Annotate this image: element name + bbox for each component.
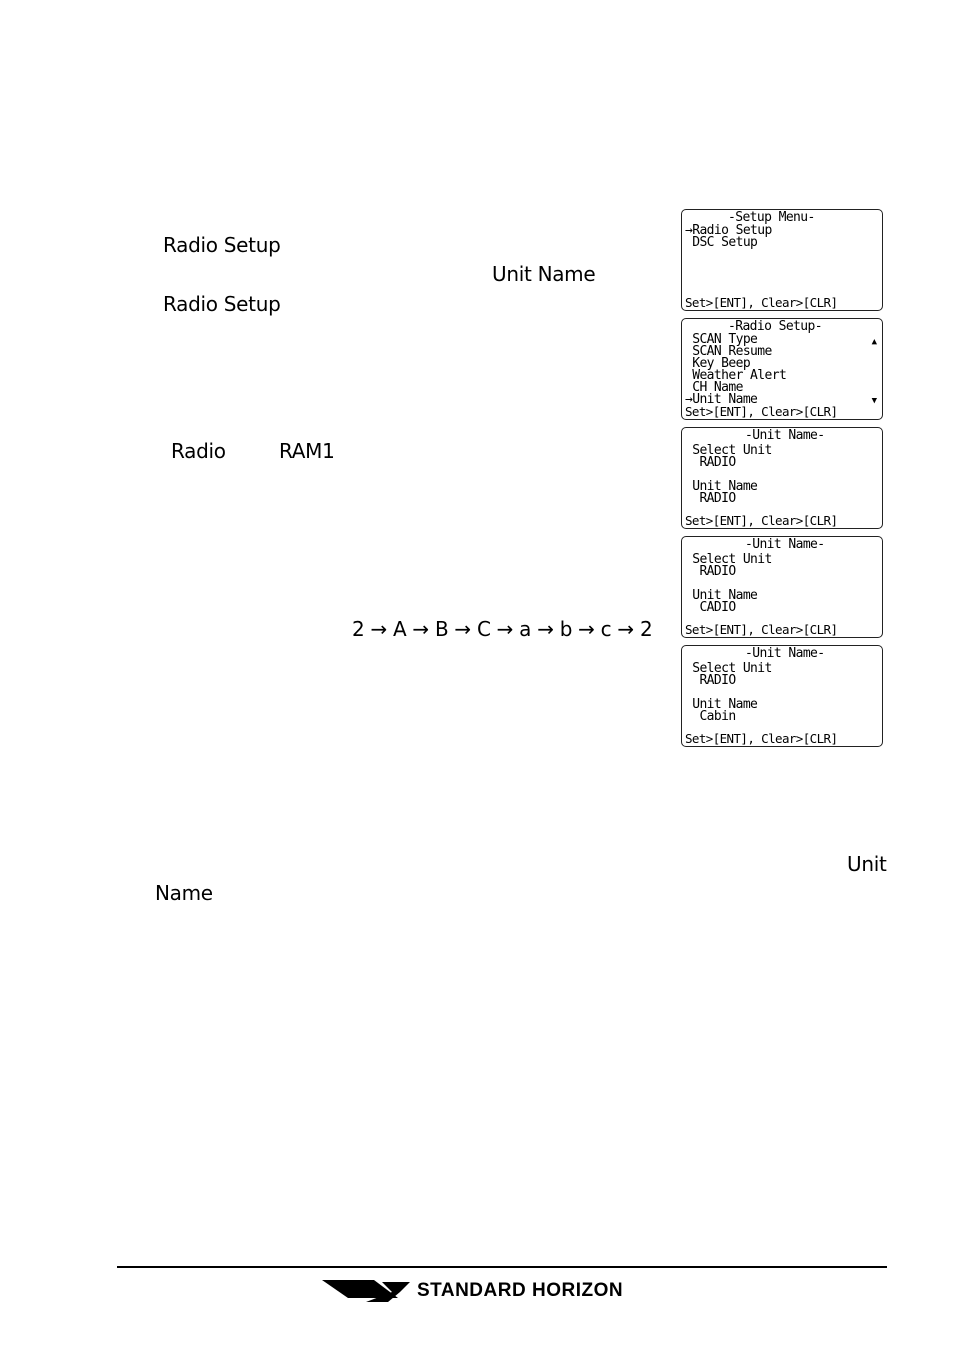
lcd-line: →Unit Name: [685, 392, 758, 407]
lcd-footer: Set>[ENT], Clear>[CLR]: [685, 731, 838, 747]
lcd-title: -Unit Name-: [745, 646, 825, 661]
lcd-line: Unit Name: [685, 479, 758, 494]
text-unit: Unit: [847, 852, 887, 876]
lcd-line: Unit Name: [685, 697, 758, 712]
lcd-unit-name-3: [681, 645, 883, 747]
lcd-line: Key Beep: [685, 356, 751, 371]
lcd-unit-name-1: [681, 427, 883, 529]
brand-logo: [322, 1278, 692, 1306]
lcd-line: Weather Alert: [685, 368, 787, 383]
text-radio-setup-2: Radio Setup: [163, 292, 281, 316]
scroll-up-icon: ▲: [871, 337, 877, 347]
lcd-line: DSC Setup: [685, 235, 758, 250]
lcd-line: SCAN Resume: [685, 344, 772, 359]
lcd-setup-menu: [681, 209, 883, 311]
lcd-line: Unit Name: [685, 588, 758, 603]
brand-mark-icon: [322, 1278, 412, 1304]
lcd-radio-setup: [681, 318, 883, 420]
lcd-title: -Unit Name-: [745, 537, 825, 552]
lcd-line: →Radio Setup: [685, 223, 772, 238]
lcd-line: SCAN Type: [685, 332, 758, 347]
lcd-line: Select Unit: [685, 443, 772, 458]
lcd-line: Select Unit: [685, 661, 772, 676]
lcd-line: Select Unit: [685, 552, 772, 567]
lcd-line: RADIO: [685, 491, 736, 506]
lcd-line: CH Name: [685, 380, 743, 395]
lcd-line: RADIO: [685, 564, 736, 579]
text-unit-name-1: Unit Name: [492, 262, 596, 286]
lcd-line: RADIO: [685, 455, 736, 470]
text-radio: Radio: [171, 439, 226, 463]
lcd-title: -Unit Name-: [745, 428, 825, 443]
lcd-footer: Set>[ENT], Clear>[CLR]: [685, 622, 838, 638]
footer-divider: [117, 1266, 887, 1268]
lcd-unit-name-2: [681, 536, 883, 638]
text-radio-setup-1: Radio Setup: [163, 233, 281, 257]
lcd-line: CADIO: [685, 600, 736, 615]
lcd-footer: Set>[ENT], Clear>[CLR]: [685, 404, 838, 420]
lcd-footer: Set>[ENT], Clear>[CLR]: [685, 295, 838, 311]
lcd-footer: Set>[ENT], Clear>[CLR]: [685, 513, 838, 529]
text-name: Name: [155, 881, 213, 905]
text-ram1: RAM1: [279, 439, 335, 463]
brand-name: STANDARD HORIZON: [417, 1280, 624, 1301]
lcd-line: Cabin: [685, 709, 736, 724]
lcd-line: RADIO: [685, 673, 736, 688]
lcd-title: -Radio Setup-: [728, 319, 822, 334]
lcd-title: -Setup Menu-: [728, 210, 815, 225]
text-char-sequence: 2 → A → B → C → a → b → c → 2: [352, 617, 653, 641]
scroll-down-icon: ▼: [871, 396, 877, 406]
